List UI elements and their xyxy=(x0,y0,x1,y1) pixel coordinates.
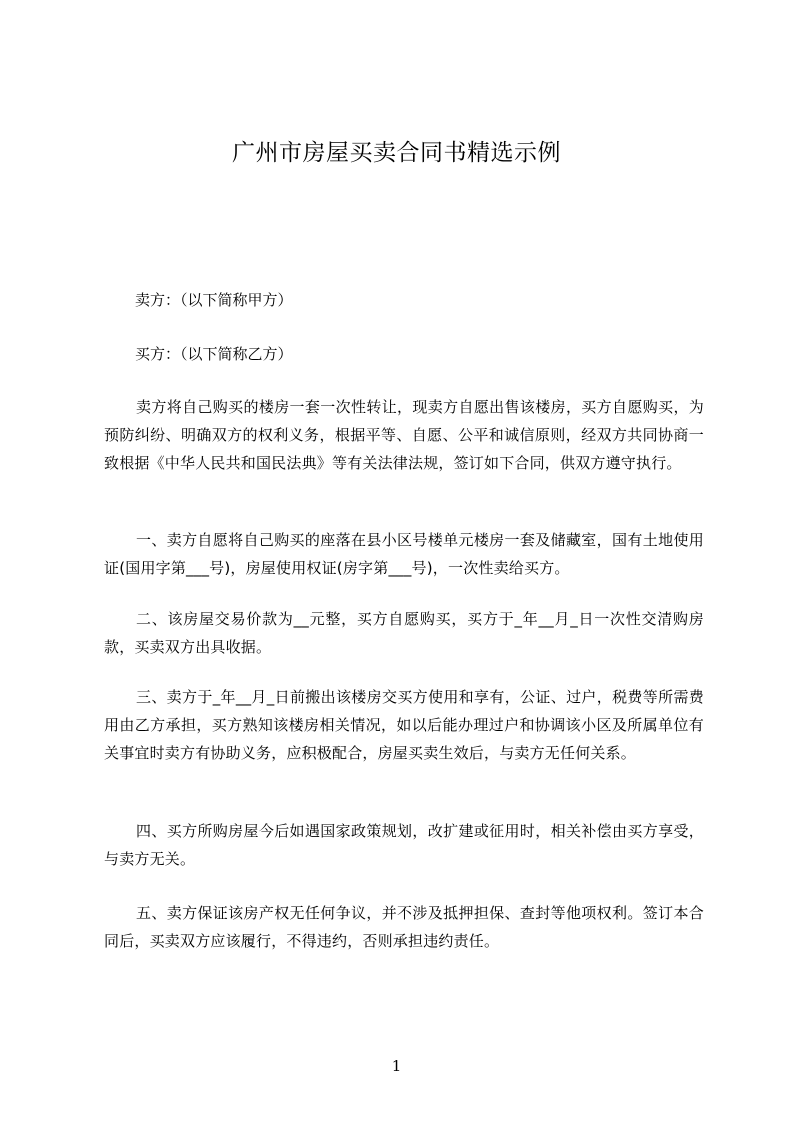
buyer-line: 买方：（以下简称乙方） xyxy=(135,345,293,363)
intro-paragraph: 卖方将自己购买的楼房一套一次性转让，现卖方自愿出售该楼房，买方自愿购买，为预防纠纷、明确双方的权利义务，根据平等、自愿、公平和诚信原则，经双方共同协商一致根据《中华人民共和国民法典》等有关法律法规，签订如下合同，供双方遵守执行。 xyxy=(104,398,704,472)
page-number: 1 xyxy=(391,1057,402,1075)
clause-3-paragraph: 三、卖方于_年__月_日前搬出该楼房交买方使用和享有，公证、过户，税费等所需费用由乙方承担，买方熟知该楼房相关情况，如以后能办理过户和协调该小区及所属单位有关事宜时卖方有协助义务，应积极配合，房屋买卖生效后，与卖方无任何关系。 xyxy=(104,688,704,762)
document-title: 广州市房屋买卖合同书精选示例 xyxy=(232,140,561,166)
clause-4-paragraph: 四、买方所购房屋今后如遇国家政策规划，改扩建或征用时，相关补偿由买方享受，与卖方无关。 xyxy=(104,822,704,868)
clause-1-paragraph: 一、卖方自愿将自己购买的座落在县小区号楼单元楼房一套及储藏室，国有土地使用证(国用字第___号)，房屋使用权证(房字第___号)，一次性卖给买方。 xyxy=(104,531,704,577)
clause-5-paragraph: 五、卖方保证该房产权无任何争议，并不涉及抵押担保、查封等他项权利。签订本合同后，买卖双方应该履行，不得违约，否则承担违约责任。 xyxy=(104,904,704,950)
seller-line: 卖方：（以下简称甲方） xyxy=(135,291,293,309)
clause-2-paragraph: 二、该房屋交易价款为__元整，买方自愿购买，买方于_年__月_日一次性交清购房款，买卖双方出具收据。 xyxy=(104,610,704,656)
